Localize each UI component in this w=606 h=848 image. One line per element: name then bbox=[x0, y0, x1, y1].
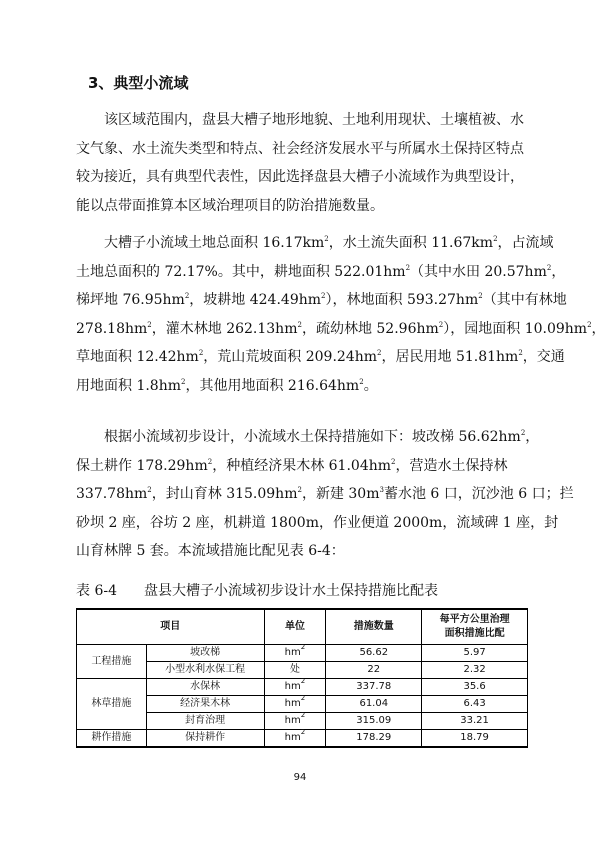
section-heading: 3、典型小流域 bbox=[88, 74, 189, 92]
table-title: 盘县大槽子小流域初步设计水土保持措施比配表 bbox=[144, 583, 438, 599]
measure-name-cell: 封育治理 bbox=[146, 713, 264, 730]
table-row bbox=[77, 645, 528, 662]
ratio-cell: 6.43 bbox=[422, 696, 528, 713]
table-row bbox=[77, 730, 528, 748]
header-quantity: 措施数量 bbox=[326, 609, 422, 645]
measure-name-cell: 坡改梯 bbox=[146, 645, 264, 662]
ratio-cell: 18.79 bbox=[422, 730, 528, 748]
header-unit: 单位 bbox=[264, 609, 326, 645]
quantity-cell: 61.04 bbox=[326, 696, 422, 713]
category-cell: 林草措施 bbox=[77, 679, 147, 730]
header-ratio bbox=[422, 609, 528, 645]
quantity-cell: 315.09 bbox=[326, 713, 422, 730]
paragraph-line: 文气象、水土流失类型和特点、社会经济发展水平与所属水土保持区特点 bbox=[76, 140, 524, 157]
measure-name-cell: 保持耕作 bbox=[146, 730, 264, 748]
quantity-cell: 178.29 bbox=[326, 730, 422, 748]
unit-cell: $hm^2$ bbox=[264, 696, 326, 713]
ratio-cell: 2.32 bbox=[422, 662, 528, 679]
quantity-cell: 337.78 bbox=[326, 679, 422, 696]
header-item: 项目 bbox=[77, 609, 265, 645]
ratio-cell: 33.21 bbox=[422, 713, 528, 730]
ratio-cell: 5.97 bbox=[422, 645, 528, 662]
paragraph-line: 能以点带面推算本区域治理项目的防治措施数量。 bbox=[76, 197, 384, 214]
unit-cell: 处 bbox=[264, 662, 326, 679]
category-cell: 耕作措施 bbox=[77, 730, 147, 748]
table-caption bbox=[76, 580, 528, 600]
unit-cell: $hm^2$ bbox=[264, 645, 326, 662]
paragraph-line: 草地面积 $12.42hm^2$，荒山荒坡面积 $209.24hm^2$，居民用地 $51.81hm^2$，交通 bbox=[76, 349, 565, 365]
unit-cell: $hm^2$ bbox=[264, 679, 326, 696]
page-number: 94 bbox=[293, 772, 307, 783]
measure-name-cell: 经济果木林 bbox=[146, 696, 264, 713]
paragraph-line: 根据小流域初步设计，小流域水土保持措施如下：坡改梯 $56.62hm^2$， bbox=[104, 429, 540, 445]
paragraph-line: 大槽子小流域土地总面积 $16.17km^2$，水土流失面积 $11.67km^2$，占流域 bbox=[104, 235, 554, 251]
paragraph-line: 山育林牌 5 套。本流域措施比配见表 6-4： bbox=[76, 543, 345, 559]
measures-table bbox=[76, 608, 528, 748]
paragraph-region-scope bbox=[76, 106, 528, 220]
header-ratio-line1: 每平方公里治理 bbox=[439, 614, 510, 625]
quantity-cell: 56.62 bbox=[326, 645, 422, 662]
paragraph-line: 土地总面积的 72.17%。其中，耕地面积 $522.01hm^2$（其中水田 $20.57hm^2$， bbox=[76, 263, 566, 280]
ratio-cell: 35.6 bbox=[422, 679, 528, 696]
unit-cell: $hm^2$ bbox=[264, 713, 326, 730]
quantity-cell: 22 bbox=[326, 662, 422, 679]
paragraph-line: $278.18hm^2$，灌木林地 $262.13hm^2$，疏幼林地 $52.96hm^2$），园地面积 $10.09hm^2$， bbox=[76, 320, 606, 337]
unit-cell: $hm^2$ bbox=[264, 730, 326, 748]
paragraph-line: $337.78hm^2$，封山育林 $315.09hm^2$，新建 $30m^3$蓄水池 6 口，沉沙池 6 口；拦 bbox=[76, 486, 574, 502]
table-number: 表 6-4 bbox=[76, 583, 117, 599]
category-cell: 工程措施 bbox=[77, 645, 147, 679]
paragraph-line: 梯坪地 $76.95hm^2$，坡耕地 $424.49hm^2$），林地面积 $593.27hm^2$（其中有林地 bbox=[76, 292, 567, 308]
paragraph-line: 该区域范围内，盘县大槽子地形地貌、土地利用现状、土壤植被、水 bbox=[104, 112, 524, 128]
paragraph-land-use bbox=[76, 229, 606, 400]
table-header-row bbox=[77, 609, 528, 645]
paragraph-line: 用地面积 $1.8hm^2$，其他用地面积 $216.64hm^2$。 bbox=[76, 377, 378, 394]
paragraph-line: 较为接近，具有典型代表性，因此选择盘县大槽子小流域作为典型设计， bbox=[76, 169, 524, 185]
table-row bbox=[77, 679, 528, 696]
paragraph-line: 保土耕作 $178.29hm^2$，种植经济果木林 $61.04hm^2$，营造水土保持林 bbox=[76, 457, 508, 474]
header-ratio-line2: 面积措施比配 bbox=[444, 628, 505, 639]
paragraph-line: 砂坝 2 座，谷坊 2 座，机耕道 1800m，作业便道 2000m，流域碑 1 座，封 bbox=[76, 514, 559, 531]
measure-name-cell: 小型水利水保工程 bbox=[146, 662, 264, 679]
measure-name-cell: 水保林 bbox=[146, 679, 264, 696]
paragraph-measures bbox=[76, 423, 574, 566]
